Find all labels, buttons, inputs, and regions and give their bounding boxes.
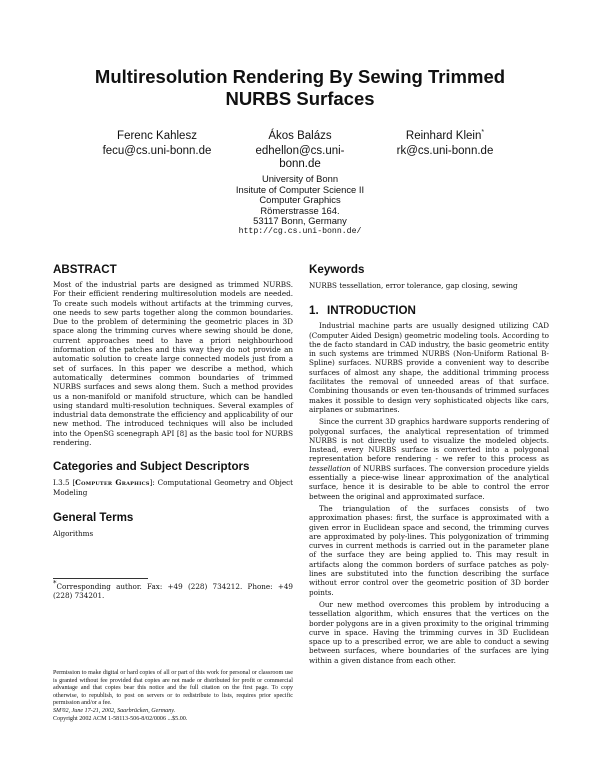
affiliation-line: University of Bonn: [261, 173, 339, 184]
section-number: 1.: [309, 304, 319, 318]
venue-line: SM'02, June 17-21, 2002, Saarbrücken, Germany.: [53, 707, 176, 714]
permission-text: Permission to make digital or hard copies of all or part of this work for personal or classroom use is granted without fee provided that copies are not made or distributed for profit or commercial advantage and that copies bear this notice and the full citation on the first page. To copy otherwise, to republish, to post on servers or to redistribute to lists, requires prior specific permission and/or a fee.: [53, 670, 293, 707]
category-code: I.3.5 [: [53, 478, 76, 488]
categories-text: [53, 478, 293, 497]
author-name: Ákos Balázs: [268, 130, 332, 142]
keywords-heading: Keywords: [309, 263, 365, 276]
section-title: INTRODUCTION: [327, 304, 416, 318]
intro-paragraph: The triangulation of the surfaces consists of two approximation phases: first, the surface is approximated with a given error in Euclidean space and second, the trimming curves are approximated by poly-lines. This polygonization of trimming curves in current methods is carried out in the parameter plane of the surface they are being applied to. This may result in artifacts along the common borders of surface patches as poly-lines are substituted into the function describing the surface without error control over the geometric position of 3D border points.: [309, 503, 549, 597]
author-email: fecu@cs.uni-bonn.de: [102, 145, 212, 157]
copyright-line: Copyright 2002 ACM 1-58113-506-8/02/0006 ...$5.00.: [53, 715, 188, 722]
affiliation-line: Insitute of Computer Science II: [235, 183, 365, 195]
introduction-heading: [309, 304, 549, 318]
intro-paragraph: Our new method overcomes this problem by introducing a tessellation algorithm, which ensures that the vertices on the border polygons are in a given proximity to the original trimming curve in space. Having the trimming curves in 3D Euclidean space up to a prescribed error, we are able to conduct a sewing between surfaces, where boundaries of the surfaces are lying within a given distance from each other.: [309, 599, 549, 665]
right-column: [309, 260, 549, 665]
intro-text: Since the current 3D graphics hardware supports rendering of polygonal surfaces, the analytical representation of trimmed NURBS is not directly used to visualize the modeled objects. Instead, every NURBS surface is converted into a polygonal representation before rendering - we refer to this process as: [309, 417, 549, 464]
general-terms-text: Algorithms: [53, 528, 94, 538]
author-block: [242, 130, 358, 171]
affiliation: [200, 174, 400, 237]
abstract-text: Most of the industrial parts are designed as trimmed NURBS. For their efficient rendering multiresolution models are needed. To create such models without artifacts at the trimming curves, one needs to sew parts together along the common boundaries. Due to the problem of determining the geometric places in 3D space along the trimming curves where sewing should be done, current approaches need to have a priori neighbourhood information of the patches and this way they do not provide an automatic solution to create large connected models just from a set of surfaces. In this paper we describe a method, which automatically determines common boundaries of trimmed NURBS surfaces and sews along them. Such a method provides us a non-manifold or manifold structure, which can be handled using standard multi-resolution techniques. Several examples of industrial data demonstrate the efficiency and applicability of our new method. The introduced techniques will also be included into the OpenSG scenegraph API [8] as the basic tool for NURBS rendering.: [53, 280, 293, 448]
left-column: [53, 260, 293, 538]
keywords-text: NURBS tessellation, error tolerance, gap closing, sewing: [309, 281, 518, 290]
footnote-mark: *: [53, 579, 57, 588]
author-name: Ferenc Kahlesz: [117, 130, 197, 142]
intro-emphasis: tessellation: [309, 463, 351, 473]
intro-paragraph: Industrial machine parts are usually designed utilizing CAD (Computer Aided Design) geometric modeling tools. According to the de facto standard in CAD industry, the basic geometric entity in such systems are trimmed NURBS (Non-Uniform Rational B-Spline) surfaces. NURBS provide a convenient way to describe surfaces of almost any shape, the additional trimming process facilitates the removal of unneeded areas of that surface. Combining thousands or even ten-thousands of trimmed surfaces makes it possible to design very sophisticated objects like cars, airplanes or submarines.: [309, 321, 549, 414]
general-terms-heading: General Terms: [53, 510, 134, 524]
category-subject: ]: Computational Geometry and Object Modeling: [53, 478, 294, 497]
affiliation-line: Computer Graphics: [259, 194, 341, 205]
category-name: Computer Graphics: [75, 478, 150, 488]
author-email: rk@cs.uni-bonn.de: [396, 145, 494, 157]
intro-paragraph: [309, 417, 549, 501]
footnote-text: Corresponding author. Fax: +49 (228) 734212. Phone: +49 (228) 734201.: [53, 582, 293, 601]
categories-heading: Categories and Subject Descriptors: [53, 460, 250, 474]
author-block: [380, 130, 510, 158]
footnote-rule: [53, 578, 148, 579]
affiliation-line: 53117 Bonn, Germany: [253, 215, 347, 226]
author-block: [92, 130, 222, 158]
affiliation-url[interactable]: http://cg.cs.uni-bonn.de/: [238, 226, 362, 236]
abstract-heading: ABSTRACT: [53, 263, 117, 276]
permission-notice: [53, 670, 293, 723]
affiliation-line: Römerstrasse 164.: [260, 204, 340, 216]
author-name: Reinhard Klein: [405, 130, 482, 142]
intro-text: of NURBS surfaces. The conversion procedure yields essentially a piece-wise linear approximation of the analytical surface, hence it is desirable to be able to control the error between the original and approximated surface.: [309, 463, 549, 501]
paper-title: Multiresolution Rendering By Sewing Trimmed NURBS Surfaces: [94, 66, 506, 109]
footnote: [53, 579, 293, 601]
corresponding-author-mark: *: [481, 129, 485, 137]
author-email: edhellon@cs.uni-bonn.de: [255, 145, 345, 170]
